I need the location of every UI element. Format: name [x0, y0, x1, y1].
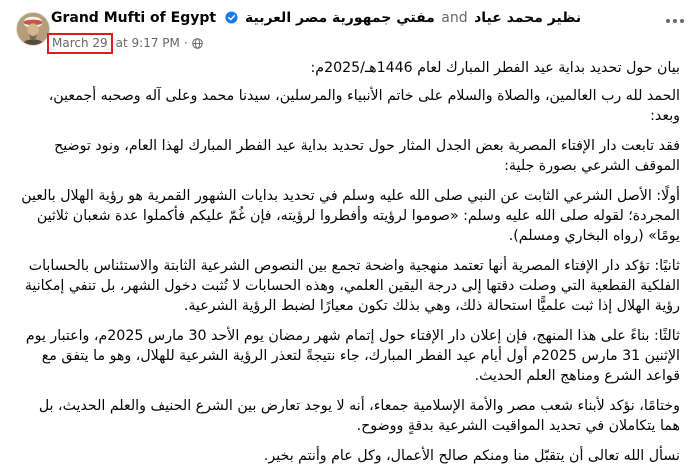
and-connector: and	[441, 10, 468, 26]
post-time[interactable]: at 9:17 PM	[115, 36, 180, 50]
post-paragraph: وختامًا، نؤكد لأبناء شعب مصر والأمة الإسلامية جمعاء، أنه لا يوجد تعارض بين الشرع الحنيف والعلم الحديث، بل هما يتكاملان في تحديد المواقيت الشرعية بدقةٍ ووضوح.	[38, 398, 680, 434]
meta-separator: ·	[183, 36, 188, 50]
globe-icon[interactable]	[192, 38, 203, 49]
post-body	[20, 58, 680, 464]
post-paragraph: ثانيًا: تؤكد دار الإفتاء المصرية أنها تعتمد منهجية واضحة تجمع بين النصوص الشرعية الثابتة والاستئناس بالحسابات الفلكية القطعية التي وصلت دقتها إلى درجة اليقين العلمي، وهذه الحسابات لا تُثبت دخول الشهر، بل تنفي إمكانية رؤية الهلال إذا ثبت علميًّا استحالة ذلك، وهي بذلك تكون معيارًا لضبط الرؤية الشرعية.	[24, 258, 680, 314]
page-name-link[interactable]: Grand Mufti of Egypt	[51, 10, 217, 26]
post-paragraph: أولًا: الأصل الشرعي الثابت عن النبي صلى الله عليه وسلم في تحديد بدايات الشهور القمرية هو رؤية الهلال بالعين المجردة؛ لقوله صلى الله عليه وسلم: «صوموا لرؤيته وأفطروا لرؤيته، فإن غُمّ عليكم فأكملوا عدة شعبان ثلاثين يومًا» (رواه البخاري ومسلم).	[21, 188, 680, 244]
post-header	[0, 0, 700, 56]
avatar[interactable]	[16, 12, 50, 46]
post-paragraph-title: بيان حول تحديد بداية عيد الفطر المبارك لعام 1446هـ/2025م:	[310, 60, 680, 76]
post-paragraph: الحمد لله رب العالمين، والصلاة والسلام على خاتم الأنبياء والمرسلين، سيدنا محمد وعلى آله وصحبه أجمعين، وبعد:	[48, 88, 680, 124]
post-meta	[47, 33, 203, 53]
post-date-link[interactable]: March 29	[47, 33, 113, 54]
post-paragraph: ثالثًا: بناءً على هذا المنهج، فإن إعلان دار الإفتاء حول إتمام شهر رمضان يوم الأحد 30 مارس 2025م، واعتبار يوم الإثنين 31 مارس 2025م أول أيام عيد الفطر المبارك، جاء نتيجةً لتعذر الرؤية الشرعية للهلال، وهو ما يتفق مع قواعد الشرع ومناهج العلم الحديث.	[25, 328, 680, 384]
more-options-icon[interactable]	[664, 12, 686, 30]
post-paragraph: نسأل الله تعالى أن يتقبّل منا ومنكم صالح الأعمال، وكل عام وأنتم بخير.	[263, 448, 680, 464]
author-line	[51, 10, 680, 30]
primary-author-link[interactable]: نظير محمد عياد	[474, 10, 582, 26]
avatar-image	[17, 13, 49, 45]
secondary-author-link[interactable]: مفتي جمهورية مصر العربية	[244, 10, 435, 26]
verified-badge-icon	[225, 11, 238, 24]
post-paragraph: فقد تابعت دار الإفتاء المصرية بعض الجدل المثار حول تحديد بداية عيد الفطر المبارك لهذا العام، ونود توضيح الموقف الشرعي بصورة جلية:	[54, 138, 680, 174]
